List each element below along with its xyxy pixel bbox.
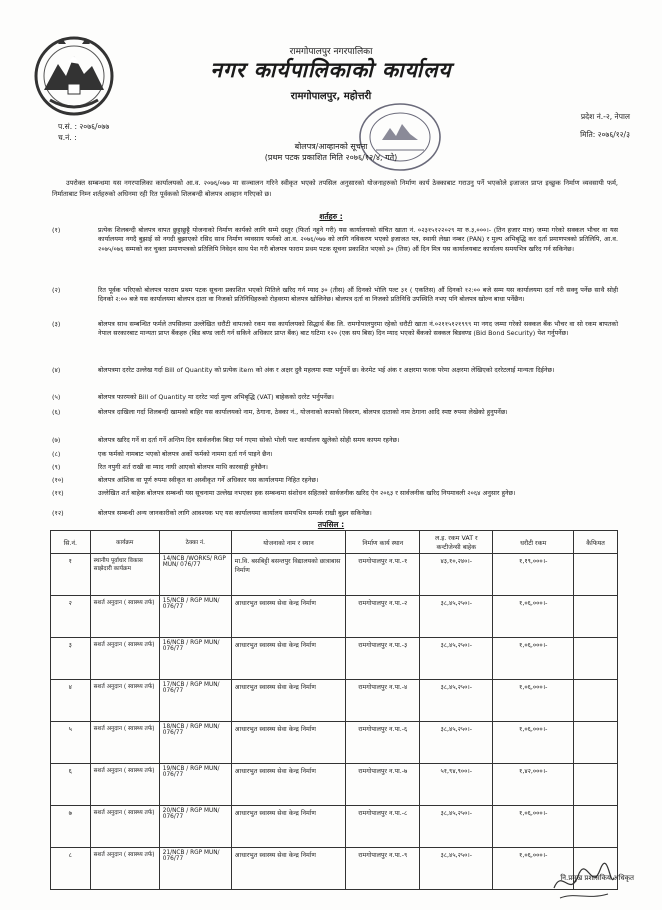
- cell-sn: ६: [51, 764, 91, 806]
- condition-text: प्रत्येक शिलबन्दी बोलपत्र वापत छुट्टाछुट्टै योजनाको निर्माण कार्यको लागि सम्मे दस्तुर (फिर्ता नहुने गरी) यस कार्यालयको संचित खाता नं. ०२३१५१२२०२९ मा रु.३,०००।- (तिन हजार मात्र) जम्मा गरेको सक्कल भौचर वा यस कार्यालयमा नगदै बुझाई सो नगदी बुझाएको रसिद साथ निर्माण व्यवसाय फर्मको आ.व. २०७६/०७७ को लागि नविकरण भएको इजाजत पत्र, स्थायी लेखा नम्बर (PAN) र मुल्य अभिबृद्धि कर दर्ता प्रमाणपत्रको प्रतिलिपि, आ.व. २०७५/०७६ सम्मको कर चुक्ता प्रमाणपत्रको प्रतिलिपि निवेदन साथ पेश गरी बोलपत्र फाराम प्रथम पटक सूचना प्रकाशित भएको ३० (तिस) औं दिन मित्र यस कार्यालयबाट कार्यालय समयभित्र खरिद गर्न सकिनेछ।: [98, 226, 618, 253]
- cell-contract-no: 19/NCB / RGP MUN/ 076/77: [159, 764, 231, 806]
- col-header-program: कार्यक्रम: [90, 531, 159, 554]
- cell-program: स्थानीय पूर्वाधार विकास साझेदारी कार्यक्रम: [90, 554, 159, 596]
- cell-estimate: ३८,४५,२५०।-: [420, 848, 493, 890]
- cell-site: रामगोपालपुर न.पा.-८: [346, 806, 420, 848]
- table-row: [51, 596, 618, 638]
- cell-project: मा.वि. बसबिट्टी बसन्तपुर विद्यालयको छात्राबास निर्माण: [231, 554, 345, 596]
- cell-estimate: ३८,४५,२५०।-: [420, 806, 493, 848]
- cell-estimate: ४३,१०,२४०।-: [420, 554, 493, 596]
- table-row: [51, 806, 618, 848]
- table-row: [51, 638, 618, 680]
- col-header-site: निर्माण कार्य स्थान: [346, 531, 420, 554]
- province-label: प्रदेश नं.-२, नेपाल: [580, 112, 630, 121]
- table-row: [51, 764, 618, 806]
- cell-sn: ७: [51, 806, 91, 848]
- table-row: [51, 848, 618, 890]
- cell-sn: ४: [51, 680, 91, 722]
- cell-contract-no: 16/NCB / RGP MUN/ 076/77: [159, 638, 231, 680]
- office-title: नगर कार्यपालिकाको कार्यालय: [210, 58, 452, 82]
- col-header-deposit: धरौटी रकम: [493, 531, 574, 554]
- col-header-sn: सि.नं.: [51, 531, 91, 554]
- cell-estimate: ३८,४५,२५०।-: [420, 680, 493, 722]
- cell-estimate: ३८,४५,२५०।-: [420, 638, 493, 680]
- cell-contract-no: 15/NCB / RGP MUN/ 076/77: [159, 596, 231, 638]
- condition-text: बोलपत्र खरिद गर्ने वा दर्ता गर्ने अन्तिम दिन सार्वजनीक बिदा पर्न गएमा सोको भोली पल्ट कार्यालय खुलेको सोही समय कायम रहनेछ।: [98, 436, 400, 444]
- condition-text: रित पूर्वक भरिएको बोलपत्र फाराम प्रथम पटक सूचना प्रकाशित भएको मितिले खरिद गर्न म्याद ३० (तीस) औं दिनको भोलि पल्ट ३१ ( एकतिस) औं दिनको १२:०० बजे सम्म यस कार्यालयमा दर्ता गरी सक्नु पर्नेछ साथै सोही दिनको २:०० बजे यस कार्यालयमा बोलपत्र दाता वा निजको प्रतिनिधिहरुको रोहवरमा बोलपत्र खोलिनेछ। बोलपत्र दर्ता वा निजको प्रतिनिधि उपस्थिति नभए पनि बोलपत्र खोल्न बाधा पर्नेछैन।: [98, 286, 618, 304]
- cell-contract-no: 21/NCB / RGP MUN/ 076/77: [159, 848, 231, 890]
- col-header-contract-no: ठेक्का नं.: [159, 531, 231, 554]
- signature-label: नि.प्रमुख प्रशासकिय अधिकृत: [560, 874, 634, 882]
- cell-deposit: १,०६,०००।-: [493, 848, 574, 890]
- condition-text: बोलपत्रमा दररेट उल्लेख गर्दा Bill of Quantity को प्रत्येक item को अंक र अक्षर दुवै महलमा स्पष्ट भर्नुपर्ने छ। केरमेट भई अंक र अक्षरमा फरक परेमा अक्षरमा लेखिएको दररेटलाई मान्यता दिईनेछ।: [98, 366, 555, 374]
- table-row: [51, 722, 618, 764]
- cell-remarks: [574, 554, 618, 596]
- cell-sn: १: [51, 554, 91, 596]
- condition-number: (७): [52, 436, 61, 444]
- cell-deposit: १,०६,०००।-: [493, 638, 574, 680]
- patra-sankhya: प.सं. : २०७६/०७७: [58, 122, 110, 131]
- cell-sn: ३: [51, 638, 91, 680]
- condition-text: बोलपत्र फारमको Bill of Quantity मा दररेट भर्दा मुल्य अभिबृद्धि (VAT) बाहेकको दररेट भर्नुपर्नेछ।: [98, 393, 334, 401]
- cell-sn: ५: [51, 722, 91, 764]
- table-row: [51, 680, 618, 722]
- cell-project: आधारभुत स्वास्थ्य सेवा केन्द्र निर्माण: [231, 722, 345, 764]
- table-row: [51, 554, 618, 596]
- cell-program: सशर्त अनुदान ( स्वास्थ्य तर्फ): [90, 596, 159, 638]
- cell-remarks: [574, 722, 618, 764]
- cell-site: रामगोपालपुर न.पा.-३: [346, 638, 420, 680]
- condition-number: (१०): [52, 476, 64, 484]
- cell-project: आधारभुत स्वास्थ्य सेवा केन्द्र निर्माण: [231, 596, 345, 638]
- cell-program: सशर्त अनुदान ( स्वास्थ्य तर्फ): [90, 638, 159, 680]
- cell-contract-no: 18/NCB / RGP MUN/ 076/77: [159, 722, 231, 764]
- cell-deposit: १,०६,०००।-: [493, 722, 574, 764]
- cell-project: आधारभुत स्वास्थ्य सेवा केन्द्र निर्माण: [231, 848, 345, 890]
- cell-remarks: [574, 764, 618, 806]
- condition-text: बोलपत्र सम्बन्धी अन्य जानकारीको लागि आवश्यक भए यस कार्यालयमा कार्यालय समयभित्र सम्पर्क राखी बुझ्न सकिनेछ।: [98, 509, 372, 517]
- cell-deposit: १,०६,०००।-: [493, 596, 574, 638]
- condition-number: (११): [52, 489, 64, 497]
- notice-title: बोलपत्र/आव्हानको सूचना: [294, 142, 368, 151]
- condition-number: (६): [52, 408, 61, 416]
- cell-site: रामगोपालपुर न.पा.-६: [346, 722, 420, 764]
- cell-site: रामगोपालपुर न.पा.-४: [346, 680, 420, 722]
- cell-site: रामगोपालपुर न.पा.-७: [346, 764, 420, 806]
- cell-remarks: [574, 638, 618, 680]
- cell-contract-no: 17/NCB / RGP MUN/ 076/77: [159, 680, 231, 722]
- cell-site: रामगोपालपुर न.पा.-९: [346, 848, 420, 890]
- condition-text: उल्लेखित शर्त बाहेक बोलपत्र सम्बन्धी यस सूचनामा उल्लेख नभएका हक सम्बन्धमा संशोधन सहितको सार्वजनीक खरिद ऐन २०६३ र सार्वजनीक खरिद नियमावली २०६४ अनुसार हुनेछ।: [98, 489, 516, 497]
- cell-deposit: १,४२,०००।-: [493, 764, 574, 806]
- cell-program: सशर्त अनुदान ( स्वास्थ्य तर्फ): [90, 848, 159, 890]
- condition-number: (२): [52, 286, 61, 294]
- condition-number: (५): [52, 393, 61, 401]
- condition-text: एक फर्मको नामबाट भएको बोलपत्र अर्को फर्मको नाममा दर्ता गर्न पाइने छैन।: [98, 450, 273, 458]
- cell-remarks: [574, 806, 618, 848]
- cell-site: रामगोपालपुर न.पा.-२: [346, 596, 420, 638]
- cell-sn: ८: [51, 848, 91, 890]
- cell-deposit: १,१९,०००।-: [493, 554, 574, 596]
- cell-contract-no: 20/NCB / RGP MUN/ 076/77: [159, 806, 231, 848]
- chalani-number: च.नं. :: [58, 133, 77, 142]
- col-header-remarks: कैफियत: [574, 531, 618, 554]
- condition-number: (८): [52, 450, 61, 458]
- condition-number: (१): [52, 226, 61, 234]
- issue-date: मिति: २०७६/१२/३: [580, 130, 630, 139]
- condition-text: बोलपत्र साथ सम्बन्धित फर्मले तपसिलमा उल्लेखित धरौटी वापतको रकम यस कार्यालयको सिद्धार्थ बैंक लि. रामगोपालपुरमा रहेको धरौटी खाता नं.०२११५१२१९९९ मा नगद जम्मा गरेको सक्कल बैंक भौचर वा सो रकम बापतको नेपाल सरकारबाट मान्यता प्राप्त बैंकहरु (बिड बण्ड जारी गर्न सकिने अधिकार प्राप्त बैंक) बाट घटिमा १२० (एक सय बिस) दिन म्याद भएको बैंकको सक्कल बिडवण्ड (Bid Bond Security) पेश गर्नुपर्नेछ।: [98, 320, 618, 338]
- cell-project: आधारभुत स्वास्थ्य सेवा केन्द्र निर्माण: [231, 638, 345, 680]
- condition-text: बोलपत्र दाखिला गर्दा शिलबन्दी खामको बाहिर यस कार्यालयको नाम, ठेगाना, ठेक्का नं., योजनाको कामको विवरण, बोलपत्र दाताको नाम ठेगाना आदि स्पष्ट रुपमा लेखेको हुनुपर्नेछ।: [98, 408, 508, 416]
- condition-number: (४): [52, 366, 61, 374]
- cell-project: आधारभुत स्वास्थ्य सेवा केन्द्र निर्माण: [231, 806, 345, 848]
- cell-contract-no: 14/NCB /WORKS/ RGP MUN/ 076/77: [159, 554, 231, 596]
- cell-sn: २: [51, 596, 91, 638]
- office-address: रामगोपालपुर, महोत्तरी: [290, 91, 372, 102]
- cell-program: सशर्त अनुदान ( स्वास्थ्य तर्फ): [90, 806, 159, 848]
- table-header-row: [51, 531, 618, 554]
- col-header-project: योजनाको नाम र स्थान: [231, 531, 345, 554]
- cell-site: रामगोपालपुर न.पा.-१: [346, 554, 420, 596]
- cell-program: सशर्त अनुदान ( स्वास्थ्य तर्फ): [90, 722, 159, 764]
- conditions-heading: शर्तहरु :: [319, 212, 343, 221]
- cell-remarks: [574, 680, 618, 722]
- projects-table: [50, 530, 618, 890]
- cell-deposit: १,०६,०००।-: [493, 806, 574, 848]
- col-header-estimate: ल.इ. रकम VAT र कन्टीजेन्सी बाहेक: [420, 531, 493, 554]
- condition-text: रित नपुगी शर्त राखी वा म्याद नाघी आएको बोलपत्र माथि कारवाही हुनेछैन।: [98, 463, 268, 471]
- cell-deposit: १,०६,०००।-: [493, 680, 574, 722]
- cell-estimate: ३८,४५,२५०।-: [420, 596, 493, 638]
- cell-estimate: ५१,९४,९००।-: [420, 764, 493, 806]
- table-heading: तपसिल :: [317, 520, 345, 529]
- cell-remarks: [574, 596, 618, 638]
- municipality-name: रामगोपालपुर नगरपालिका: [289, 47, 373, 57]
- cell-project: आधारभुत स्वास्थ्य सेवा केन्द्र निर्माण: [231, 680, 345, 722]
- intro-paragraph: उपरोक्त सम्बन्धमा यस नगरपालिका कार्यालयको आ.व. २०७६/०७७ मा सञ्चालन गरिने स्वीकृत भएको तपसिल अनुसारको योजनाहरुको निर्माण कार्य ठेक्काबाट गराउनु पर्ने भएकोले इजाजत प्राप्त इच्छुक निर्माण व्यवसायी फर्म, निर्माताबाट निम्न शर्तहरुको अधिनमा रही रित पूर्वकको शिलबन्दी बोलपत्र आव्हान गरिएको छ।: [52, 179, 618, 198]
- condition-number: (३): [52, 320, 61, 328]
- first-published-line: (प्रथम पटक प्रकाशित मिति २०७६/१२/४, गते): [264, 153, 398, 162]
- condition-number: (९): [52, 463, 61, 471]
- cell-program: सशर्त अनुदान ( स्वास्थ्य तर्फ): [90, 764, 159, 806]
- cell-project: आधारभुत स्वास्थ्य सेवा केन्द्र निर्माण: [231, 764, 345, 806]
- cell-program: सशर्त अनुदान ( स्वास्थ्य तर्फ): [90, 680, 159, 722]
- cell-estimate: ३८,४५,२५०।-: [420, 722, 493, 764]
- condition-number: (१२): [52, 509, 64, 517]
- condition-text: बोलपत्र आंशिक वा पूर्ण रुपमा स्वीकृत वा अस्वीकृत गर्ने अधिकार यस कार्यालयमा निहित रहनेछ।: [98, 476, 319, 484]
- notice-title-block: [0, 141, 662, 163]
